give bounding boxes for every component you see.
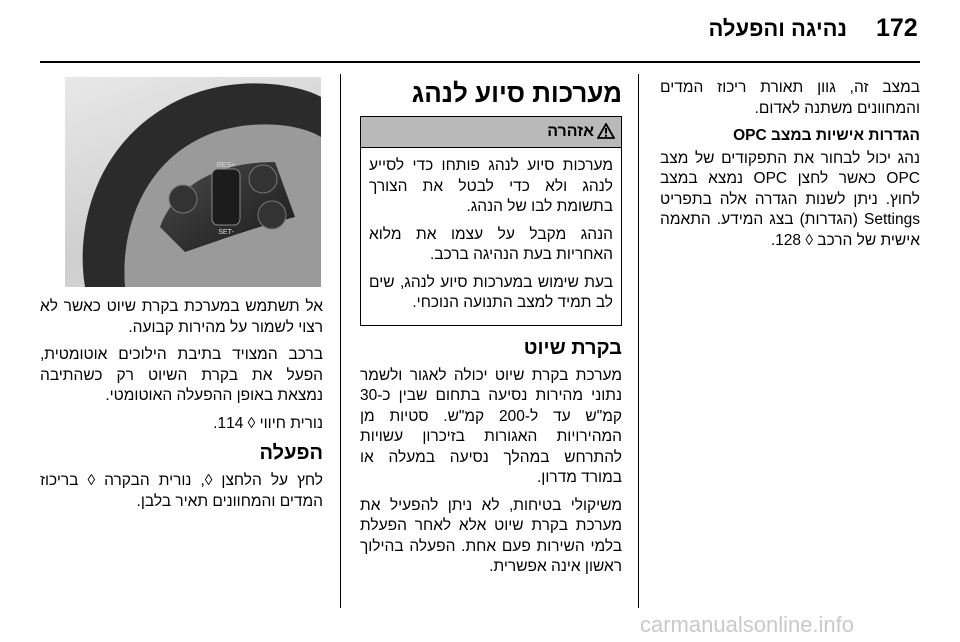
paragraph: לחץ על הלחצן ◊, נורית הבקרה ◊ בריכוז המדים והמחוונים תאיר בלבן. (40, 472, 323, 510)
paragraph: משיקולי בטיחות, לא ניתן להפעיל את מערכת בקרת שיוט אלא לאחר הפעלת בלמי השירות פעם אחת. הפעלה בהילוך ראשון אינה אפשרית. (360, 496, 622, 575)
steering-wheel-illustration (65, 77, 321, 287)
chapter-title: נהיגה והפעלה (708, 16, 847, 41)
rocker-switch (212, 169, 240, 225)
paragraph: אל תשתמש במערכת בקרת שיוט כאשר לא רצוי לשמור על מהירות קבועה. (40, 298, 323, 336)
warning-triangle-icon (597, 123, 615, 139)
warning-box (360, 116, 622, 326)
button-cruise-icon (258, 201, 286, 229)
column-right (660, 78, 920, 258)
subsection-heading: הפעלה (259, 442, 323, 464)
rocker-label-bottom: SET- (218, 229, 234, 236)
warning-paragraph: הנהג מקבל על עצמו את מלוא האחריות בעת הנהיגה ברכב. (369, 225, 613, 263)
paragraph: מערכת בקרת שיוט יכולה לאגור ולשמר נתוני מהירות נסיעה בתחום שבין כ-30 קמ"ש עד ל-200 קמ"ש. סטיות מן המהירויות האגורות בזיכרון עשויות להתרחש במהלך נסיעה במעלה או במורד מדרון. (360, 366, 622, 486)
column-left (40, 297, 323, 519)
steering-wheel-photo (65, 77, 321, 287)
warning-paragraph: בעת שימוש במערכות סיוע לנהג, שים לב תמיד למצב התנועה הנוכחי. (369, 273, 613, 311)
column-divider-right (638, 74, 639, 608)
warning-body (361, 148, 621, 325)
rocker-label-top: RES+ (216, 162, 236, 169)
subsection-heading: בקרת שיוט (523, 336, 622, 359)
page-number: 172 (876, 14, 918, 42)
section-title: מערכות סיוע לנהג (411, 78, 622, 108)
warning-label: אזהרה (547, 123, 594, 140)
column-divider-left (340, 74, 341, 608)
section-heading: הגדרות אישיות במצב OPC (733, 127, 920, 144)
paragraph: במצב זה, גוון תאורת ריכוז המדים והמחוונים משתנה לאדום. (660, 79, 920, 117)
column-middle (360, 78, 622, 585)
paragraph: ברכב המצויד בתיבת הילוכים אוטומטית, הפעל את בקרת השיוט רק כשהתיבה נמצאת באופן ההפעלה האוטומטי. (40, 346, 323, 404)
paragraph: נהג יכול לבחור את התפקודים של מצב OPC כאשר לחצן OPC נמצא במצב לחוץ. ניתן לשנות הגדרה אלה בתפריט Settings (הגדרות) בצג המידע. התאמה אישית של הרכב ◊ 128. (660, 149, 920, 249)
header-rule (40, 61, 920, 63)
button-left-icon (169, 185, 197, 213)
watermark: carmanualsonline.info (640, 612, 855, 637)
button-limiter-icon (249, 165, 277, 193)
warning-header (361, 117, 621, 148)
paragraph: נורית חיווי ◊ 114. (213, 414, 323, 432)
warning-paragraph: מערכות סיוע לנהג פותחו כדי לסייע לנהג ולא כדי לבטל את הצורך בתשומת לבו של הנהג. (369, 157, 613, 215)
